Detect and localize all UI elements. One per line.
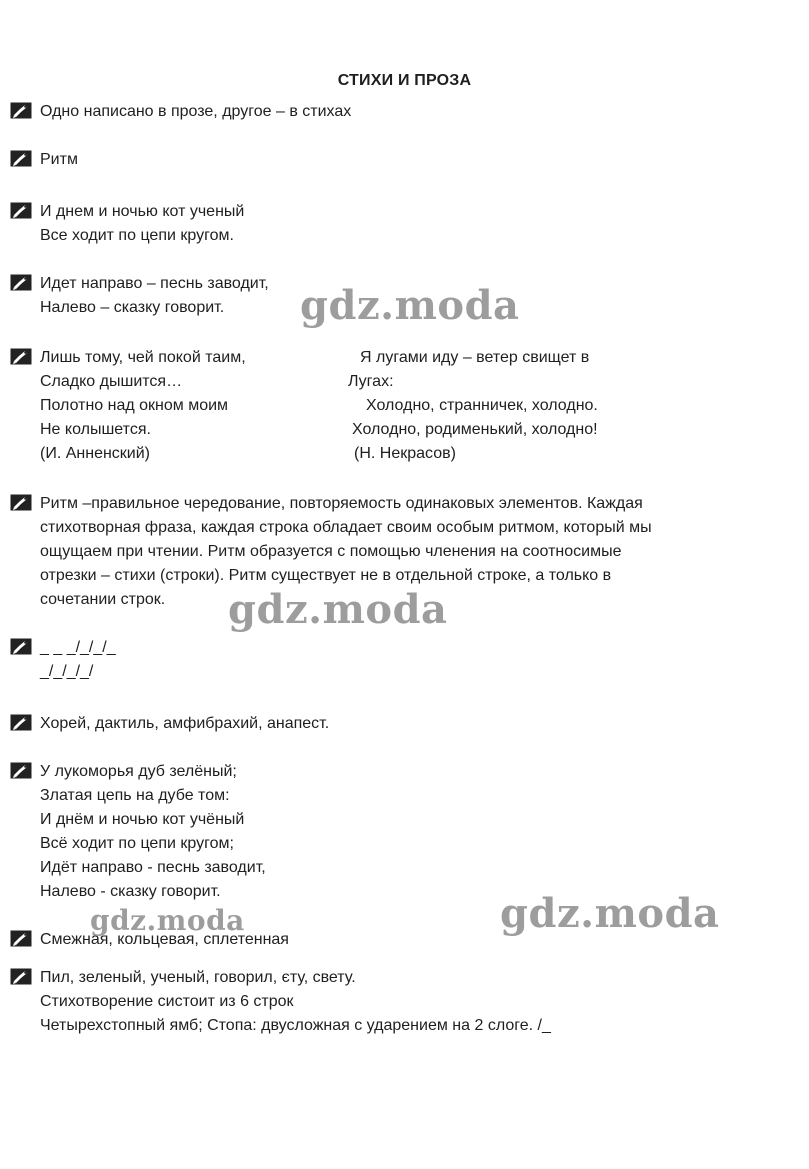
pen-icon xyxy=(10,968,32,985)
pen-icon xyxy=(10,714,32,731)
text-line: (Н. Некрасов) xyxy=(354,445,456,462)
text-line: Идёт направо - песнь заводит, xyxy=(40,859,266,876)
answer-item xyxy=(40,100,351,124)
text-line: Я лугами иду – ветер свищет в xyxy=(360,349,590,366)
text-line: Стихотворение систоит из 6 строк xyxy=(40,993,294,1010)
watermark: gdz.moda xyxy=(90,904,245,937)
answer-item xyxy=(40,712,329,736)
text-line: Налево - сказку говорит. xyxy=(40,883,221,900)
text-line: Лугах: xyxy=(348,373,394,390)
text-line: стихотворная фраза, каждая строка обладает своим особым ритмом, который мы xyxy=(40,519,652,536)
text-line: Ритм xyxy=(40,151,78,168)
answer-item xyxy=(40,148,78,172)
text-line: Смежная, кольцевая, сплетенная xyxy=(40,931,289,948)
text-line: отрезки – стихи (строки). Ритм существует не в отдельной строке, а только в xyxy=(40,567,612,584)
text-line: _/_/_/_/ xyxy=(40,663,94,680)
answer-item xyxy=(40,636,116,684)
watermark: gdz.moda xyxy=(300,282,520,329)
pen-icon xyxy=(10,202,32,219)
text-line: И днём и ночью кот учёный xyxy=(40,811,245,828)
watermark: gdz.moda xyxy=(500,890,720,937)
text-line: Одно написано в прозе, другое – в стихах xyxy=(40,103,352,120)
text-line: Пил, зеленый, ученый, говорил, єту, свету. xyxy=(40,969,356,986)
pen-icon xyxy=(10,348,32,365)
text-line: Хорей, дактиль, амфибрахий, анапест. xyxy=(40,715,330,732)
text-line: У лукоморья дуб зелёный; xyxy=(40,763,237,780)
poem-annensky xyxy=(40,346,246,466)
poem-nekrasov xyxy=(348,346,598,466)
text-line: Налево – сказку говорит. xyxy=(40,299,225,316)
text-line: Все ходит по цепи кругом. xyxy=(40,227,234,244)
text-line: Не колышется. xyxy=(40,421,151,438)
text-line: И днем и ночью кот ученый xyxy=(40,203,245,220)
answer-item xyxy=(40,272,269,320)
answer-item xyxy=(40,200,244,248)
text-line: Златая цепь на дубе том: xyxy=(40,787,230,804)
pen-icon xyxy=(10,102,32,119)
pen-icon xyxy=(10,494,32,511)
text-line: ощущаем при чтении. Ритм образуется с помощью членения на соотносимые xyxy=(40,543,622,560)
text-line: Лишь тому, чей покой таим, xyxy=(40,349,246,366)
pen-icon xyxy=(10,638,32,655)
text-line: Сладко дышится… xyxy=(40,373,183,390)
text-line: _ _ _/_/_/_ xyxy=(40,639,116,656)
answer-item xyxy=(40,760,266,904)
answer-item xyxy=(40,966,551,1038)
pen-icon xyxy=(10,762,32,779)
text-line: Ритм –правильное чередование, повторяемость одинаковых элементов. Каждая xyxy=(40,495,643,512)
pen-icon xyxy=(10,274,32,291)
pen-icon xyxy=(10,150,32,167)
text-line: сочетании строк. xyxy=(40,591,166,608)
text-line: Холодно, странничек, холодно. xyxy=(366,397,598,414)
text-line: Четырехстопный ямб; Стопа: двусложная с ударением на 2 слоге. /_ xyxy=(40,1017,551,1034)
text-line: Полотно над окном моим xyxy=(40,397,229,414)
watermark: gdz.moda xyxy=(228,586,448,633)
text-line: Холодно, родименький, холодно! xyxy=(352,421,598,438)
text-line: (И. Анненский) xyxy=(40,445,150,462)
page-title: СТИХИ И ПРОЗА xyxy=(337,72,472,89)
text-line: Идет направо – песнь заводит, xyxy=(40,275,269,292)
text-line: Всё ходит по цепи кругом; xyxy=(40,835,234,852)
pen-icon xyxy=(10,930,32,947)
